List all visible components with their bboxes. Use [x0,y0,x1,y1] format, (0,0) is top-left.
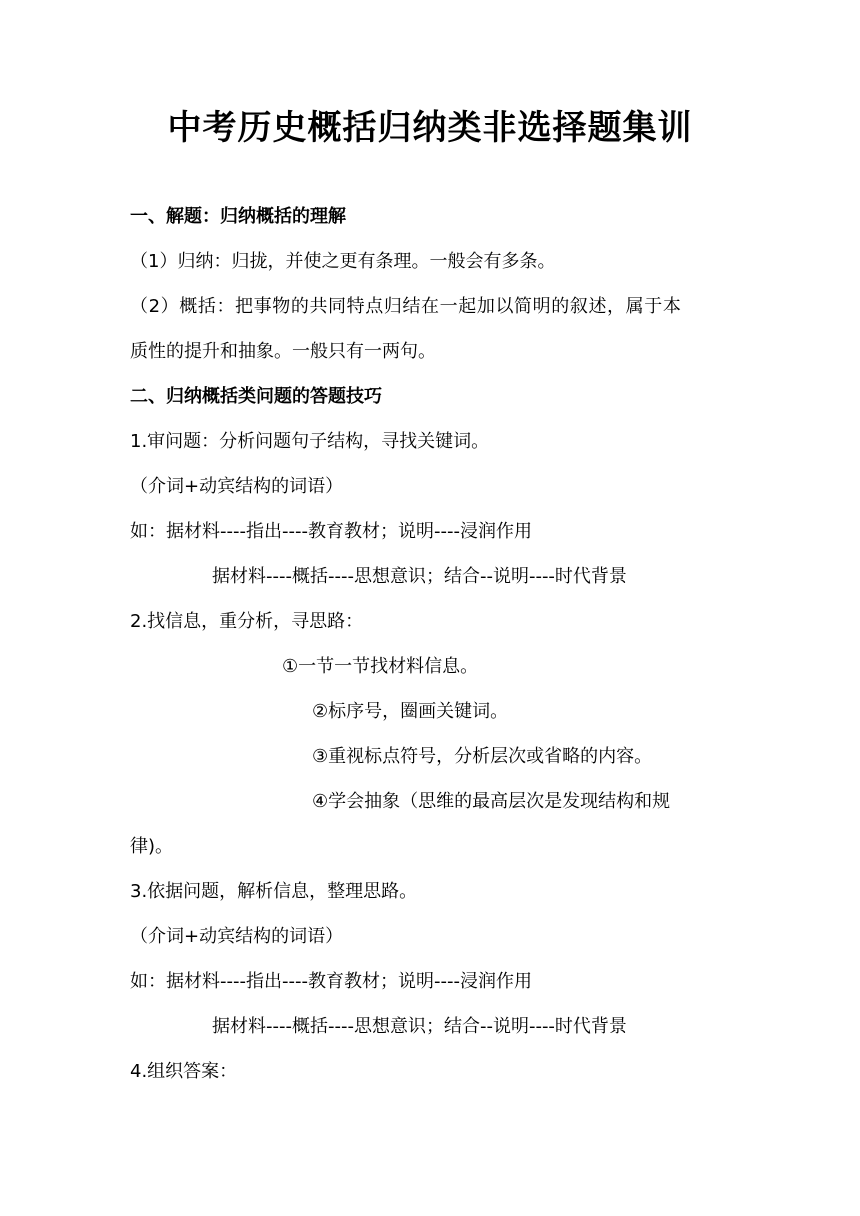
step-line: ①一节一节找材料信息。 [282,656,479,677]
paragraph-line: 1.审问题：分析问题句子结构，寻找关键词。 [130,431,490,452]
paragraph-line: 4.组织答案： [130,1061,238,1082]
step-line: ③重视标点符号，分析层次或省略的内容。 [312,746,653,767]
paragraph-line: 2.找信息，重分析，寻思路： [130,611,364,632]
section-heading-2: 二、归纳概括类问题的答题技巧 [130,386,382,407]
section-heading-1: 一、解题：归纳概括的理解 [130,206,346,227]
paragraph-line: 律)。 [130,836,174,857]
paragraph-line: （1）归纳：归拢，并使之更有条理。一般会有多条。 [130,251,556,272]
paragraph-line: 质性的提升和抽象。一般只有一两句。 [130,341,436,362]
paragraph-line: 据材料----概括----思想意识；结合--说明----时代背景 [212,1016,627,1037]
paragraph-line: （介词+动宾结构的词语） [130,926,344,947]
paragraph-line: 据材料----概括----思想意识；结合--说明----时代背景 [212,566,627,587]
step-line: ②标序号，圈画关键词。 [312,701,509,722]
paragraph-line: 3.依据问题，解析信息，整理思路。 [130,881,418,902]
paragraph-line: 如：据材料----指出----教育教材；说明----浸润作用 [130,521,532,542]
paragraph-line: （2）概括：把事物的共同特点归结在一起加以简明的叙述，属于本 [130,296,682,317]
document-title: 中考历史概括归纳类非选择题集训 [167,108,693,148]
paragraph-line: （介词+动宾结构的词语） [130,476,344,497]
step-line: ④学会抽象（思维的最高层次是发现结构和规 [312,791,671,812]
paragraph-line: 如：据材料----指出----教育教材；说明----浸润作用 [130,971,532,992]
